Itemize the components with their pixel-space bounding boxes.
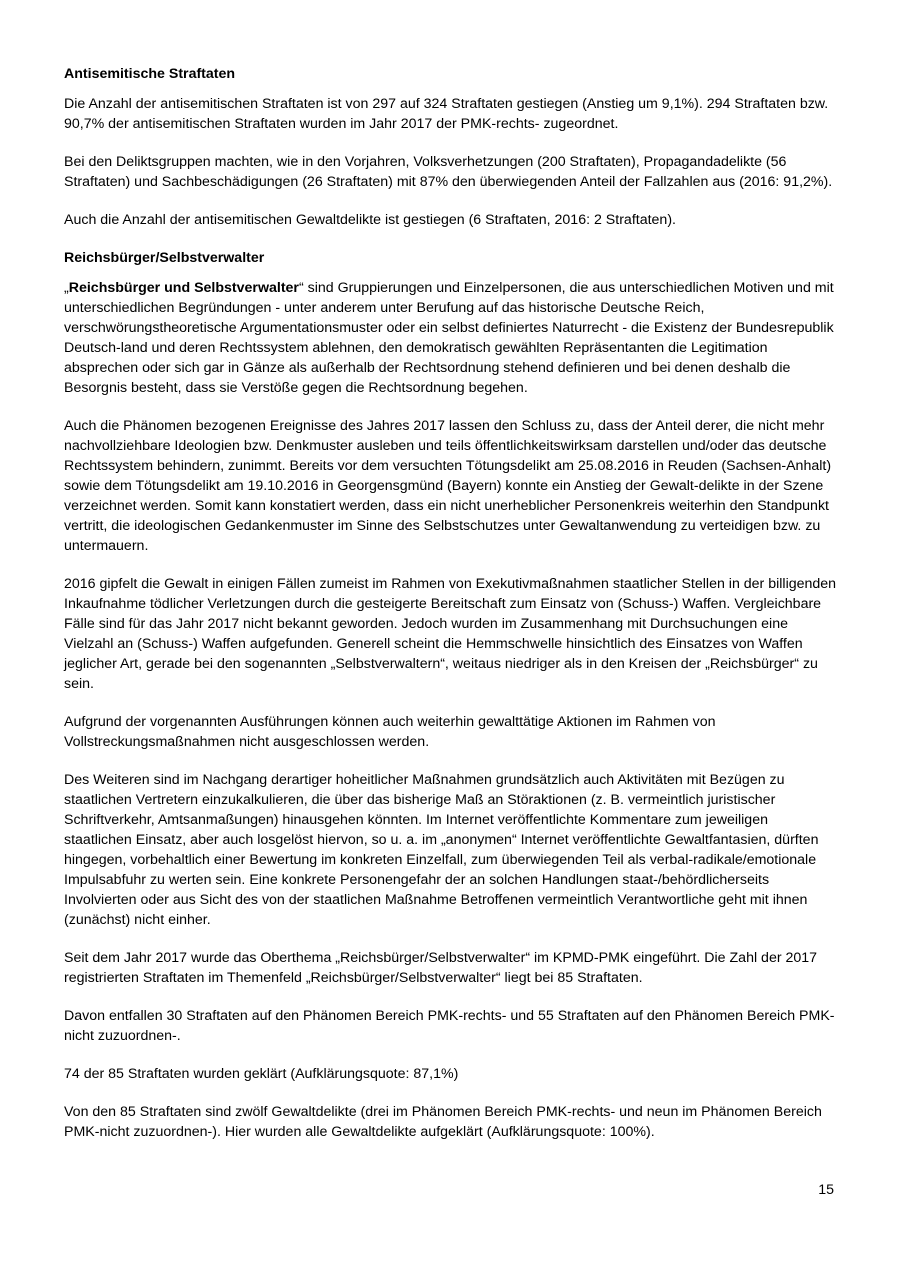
open-quote: „: [64, 280, 69, 296]
definition-text: “ sind Gruppierungen und Einzelpersonen, die aus unterschiedlichen Motiven und mit unterschiedlichen Begründungen - unter anderem unter Berufung auf das historische Deutsche Reich, verschwörungstheoretische Argumentationsmuster oder ein selbst definiertes Naturrecht - die Existenz der Bundesrepublik Deutsch-land und deren Rechtssystem ablehnen, den demokratisch gewählten Repräsentanten die Legitimation absprechen oder sich gar in Gänze als außerhalb der Rechtsordnung stehend definieren und bei denen deshalb die Besorgnis besteht, dass sie Verstöße gegen die Rechtsordnung begehen.: [64, 280, 834, 396]
paragraph: Aufgrund der vorgenannten Ausführungen können auch weiterhin gewalttätige Aktionen im Rahmen von Vollstreckungsmaßnahmen nicht ausgeschlossen werden.: [64, 714, 716, 750]
paragraph: Seit dem Jahr 2017 wurde das Oberthema „Reichsbürger/Selbstverwalter“ im KPMD-PMK eingeführt. Die Zahl der 2017 registrierten Straftaten im Themenfeld „Reichsbürger/Selbstverwalter“ liegt bei 85 Straftaten.: [64, 950, 818, 986]
paragraph: Auch die Phänomen bezogenen Ereignisse des Jahres 2017 lassen den Schluss zu, dass der Anteil derer, die nicht mehr nachvollziehbare Ideologien bzw. Denkmuster ausleben und teils öffentlichkeitswirksam darstellen und/oder das deutsche Rechtssystem behindern, zunimmt. Bereits vor dem versuchten Tötungsdelikt am 25.08.2016 in Reuden (Sachsen-Anhalt) sowie dem Tötungsdelikt am 19.10.2016 in Georgensgmünd (Bayern) konnte ein Anstieg der Gewalt-delikte in der Szene verzeichnet werden. Somit kann konstatiert werden, dass ein nicht unerheblicher Personenkreis weiterhin den Standpunkt vertritt, die ideologischen Gedankenmuster im Sinne des Selbstschutzes unter Gewaltanwendung zu verteidigen bzw. zu untermauern.: [64, 418, 832, 554]
paragraph: Davon entfallen 30 Straftaten auf den Phänomen Bereich PMK-rechts- und 55 Straftaten auf den Phänomen Bereich PMK-nicht zuzuordnen-.: [64, 1008, 835, 1044]
page-number: 15: [818, 1182, 834, 1198]
paragraph: Die Anzahl der antisemitischen Straftaten ist von 297 auf 324 Straftaten gestiegen (Anstieg um 9,1%). 294 Straftaten bzw. 90,7% der antisemitischen Straftaten wurden im Jahr 2017 der PMK-rechts- zugeordnet.: [64, 96, 829, 132]
paragraph: 2016 gipfelt die Gewalt in einigen Fällen zumeist im Rahmen von Exekutivmaßnahmen staatlicher Stellen in der billigenden Inkaufnahme tödlicher Verletzungen durch die gesteigerte Bereitschaft zum Einsatz von (Schuss-) Waffen. Vergleichbare Fälle sind für das Jahr 2017 nicht bekannt geworden. Jedoch wurden im Zusammenhang mit Durchsuchungen eine Vielzahl an (Schuss-) Waffen aufgefunden. Generell scheint die Hemmschwelle hinsichtlich des Einsatzes von Waffen jeglicher Art, gerade bei den sogenannten „Selbstverwaltern“, weitaus niedriger als in den Kreisen der „Reichsbürger“ zu sein.: [64, 576, 837, 692]
bold-term: Reichsbürger und Selbstverwalter: [68, 280, 299, 296]
heading-reichsbuerger: Reichsbürger/Selbstverwalter: [64, 250, 265, 266]
paragraph: Bei den Deliktsgruppen machten, wie in den Vorjahren, Volksverhetzungen (200 Straftaten), Propagandadelikte (56 Straftaten) und Sachbeschädigungen (26 Straftaten) mit 87% den überwiegenden Anteil der Fallzahlen aus (2016: 91,2%).: [64, 154, 833, 190]
paragraph-definition: [64, 278, 839, 398]
paragraph: Des Weiteren sind im Nachgang derartiger hoheitlicher Maßnahmen grundsätzlich auch Aktivitäten mit Bezügen zu staatlichen Vertretern einzukalkulieren, die über das bisherige Maß an Störaktionen (z. B. vermeintlich juristischer Schriftverkehr, Amtsanmaßungen) hinausgehen könnten. Im Internet veröffentlichte Kommentare zum jeweiligen staatlichen Einsatz, aber auch losgelöst hiervon, so u. a. im „anonymen“ Internet veröffentlichte Gewaltfantasien, dürften hingegen, vorbehaltlich einer Bewertung im konkreten Einzelfall, zum überwiegenden Teil als verbal-radikale/emotionale Impulsabfuhr zu werten sein. Eine konkrete Personengefahr der an solchen Handlungen staat-/behördlicherseits Involvierten oder aus Sicht des von der staatlichen Maßnahme Betroffenen vermeintlich Verantwortliche geht mit ihnen (zunächst) nicht einher.: [64, 772, 819, 928]
paragraph: Von den 85 Straftaten sind zwölf Gewaltdelikte (drei im Phänomen Bereich PMK-rechts- und neun im Phänomen Bereich PMK-nicht zuzuordnen-). Hier wurden alle Gewaltdelikte aufgeklärt (Aufklärungsquote: 100%).: [64, 1104, 822, 1140]
page-content: [64, 64, 839, 1160]
paragraph: Auch die Anzahl der antisemitischen Gewaltdelikte ist gestiegen (6 Straftaten, 2016: 2 Straftaten).: [64, 212, 676, 228]
paragraph: 74 der 85 Straftaten wurden geklärt (Aufklärungsquote: 87,1%): [64, 1066, 459, 1082]
heading-antisemitische-straftaten: Antisemitische Straftaten: [64, 66, 236, 82]
